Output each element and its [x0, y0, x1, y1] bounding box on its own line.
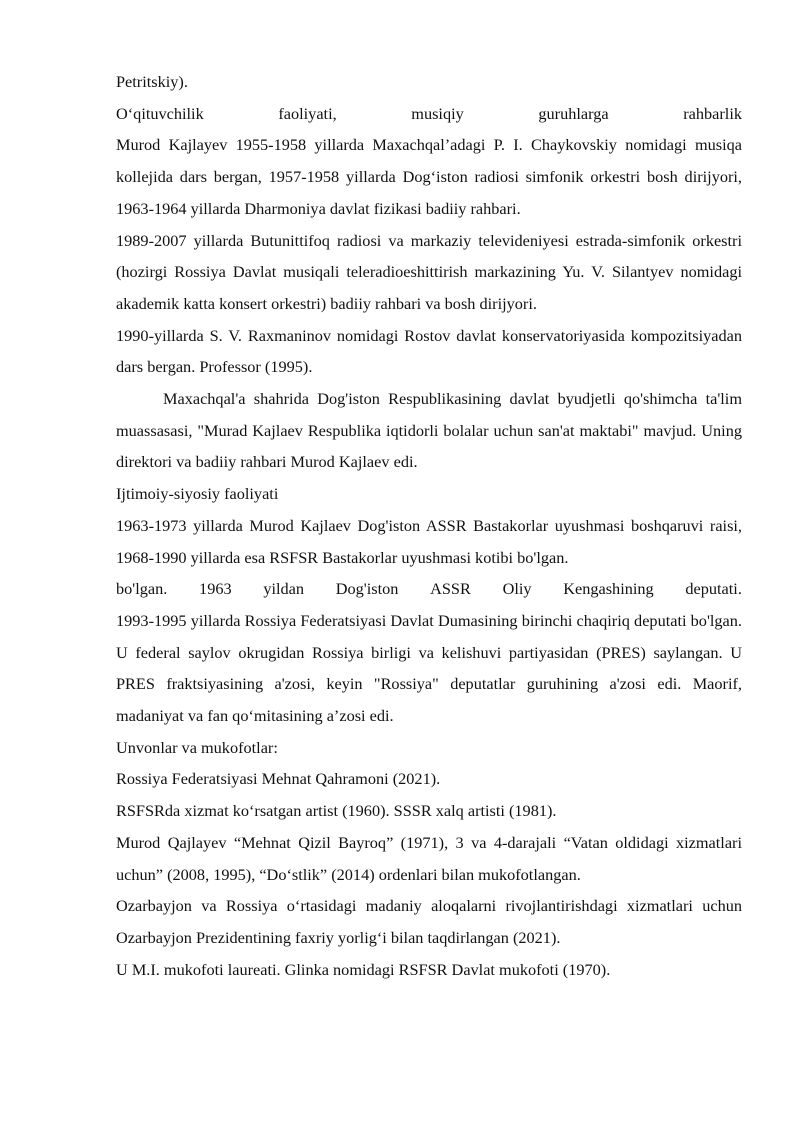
heading-social-political: Ijtimoiy-siyosiy faoliyati	[116, 484, 279, 504]
line-word: Dog'iston	[335, 579, 399, 599]
line-word: 1963	[199, 579, 232, 599]
paragraph-orders: Murod Qajlayev “Mehnat Qizil Bayroq” (1971), 3 va 4-darajali “Vatan oldidagi xizmatlari uchun” (2008, 1995), “Do‘stlik” (2014) ordenlari bilan mukofotlangan.	[116, 832, 742, 884]
paragraph-teaching: Murod Kajlayev 1955-1958 yillarda Maxachqal’adagi P. I. Chaykovskiy nomidagi musiqa kollejida dars bergan, 1957-1958 yillarda Dog‘iston radiosi simfonik orkestri bosh dirijyori, 1963-1964 yillarda Dharmoniya davlat fizikasi badiiy rahbari.	[116, 135, 742, 218]
document-page	[116, 66, 742, 985]
heading-word: rahbarlik	[683, 103, 742, 123]
line-supreme-council	[116, 573, 742, 605]
heading-titles-awards: Unvonlar va mukofotlar:	[116, 737, 278, 757]
line-word: bo'lgan.	[116, 579, 168, 599]
paragraph-artist-titles: RSFSRda xizmat ko‘rsatgan artist (1960). SSSR xalq artisti (1981).	[116, 801, 557, 821]
heading-word: musiqiy	[411, 103, 464, 123]
paragraph-composers-union: 1963-1973 yillarda Murod Kajlaev Dog'iston ASSR Bastakorlar uyushmasi boshqaruvi raisi, 1968-1990 yillarda esa RSFSR Bastakorlar uyushmasi kotibi bo'lgan.	[116, 515, 742, 567]
line-word: ASSR	[430, 579, 471, 599]
paragraph-glinka-prize: U M.I. mukofoti laureati. Glinka nomidagi RSFSR Davlat mukofoti (1970).	[116, 959, 611, 979]
line-word: Oliy	[502, 579, 532, 599]
line-word: Kengashining	[563, 579, 654, 599]
paragraph-azerbaijan-award: Ozarbayjon va Rossiya o‘rtasidagi madaniy aloqalarni rivojlantirishdagi xizmatlari uchun Ozarbayjon Prezidentining faxriy yorlig‘i bilan taqdirlangan (2021).	[116, 896, 742, 947]
heading-word: guruhlarga	[538, 103, 609, 123]
heading-teaching-activity	[116, 98, 742, 130]
line-word: yildan	[263, 579, 305, 599]
paragraph-radio-orchestra: 1989-2007 yillarda Butunittifoq radiosi va markaziy televideniyesi estrada-simfonik orkestri (hozirgi Rossiya Davlat musiqali teleradioeshittirish markazining Yu. V. Silantyev nomidagi akademik katta konsert orkestri) badiiy rahbari va bosh dirijyori.	[116, 230, 742, 313]
paragraph-conservatory: 1990-yillarda S. V. Raxmaninov nomidagi Rostov davlat konservatoriyasida kompozitsiyadan dars bergan. Professor (1995).	[116, 325, 742, 377]
line-word: deputati.	[685, 579, 742, 599]
paragraph-hero-of-labour: Rossiya Federatsiyasi Mehnat Qahramoni (2021).	[116, 769, 441, 789]
paragraph-art-school: Maxachqal'a shahrida Dog'iston Respublikasining davlat byudjetli qo'shimcha ta'lim muassasasi, "Murad Kajlaev Respublika iqtidorli bolalar uchun san'at maktabi" mavjud. Uning direktori va badiiy rahbari Murod Kajlaev edi.	[116, 389, 742, 472]
paragraph-continuation: Petritskiy).	[116, 72, 188, 91]
heading-word: O‘qituvchilik	[116, 103, 204, 123]
heading-word: faoliyati,	[278, 103, 337, 123]
paragraph-state-duma: 1993-1995 yillarda Rossiya Federatsiyasi Davlat Dumasining birinchi chaqiriq deputati bo'lgan. U federal saylov okrugidan Rossiya birligi va kelishuvi partiyasidan (PRES) saylangan. U PRES fraktsiyasining a'zosi, keyin "Rossiya" deputatlar guruhining a'zosi edi. Maorif, madaniyat va fan qo‘mitasining a’zosi edi.	[116, 610, 742, 726]
